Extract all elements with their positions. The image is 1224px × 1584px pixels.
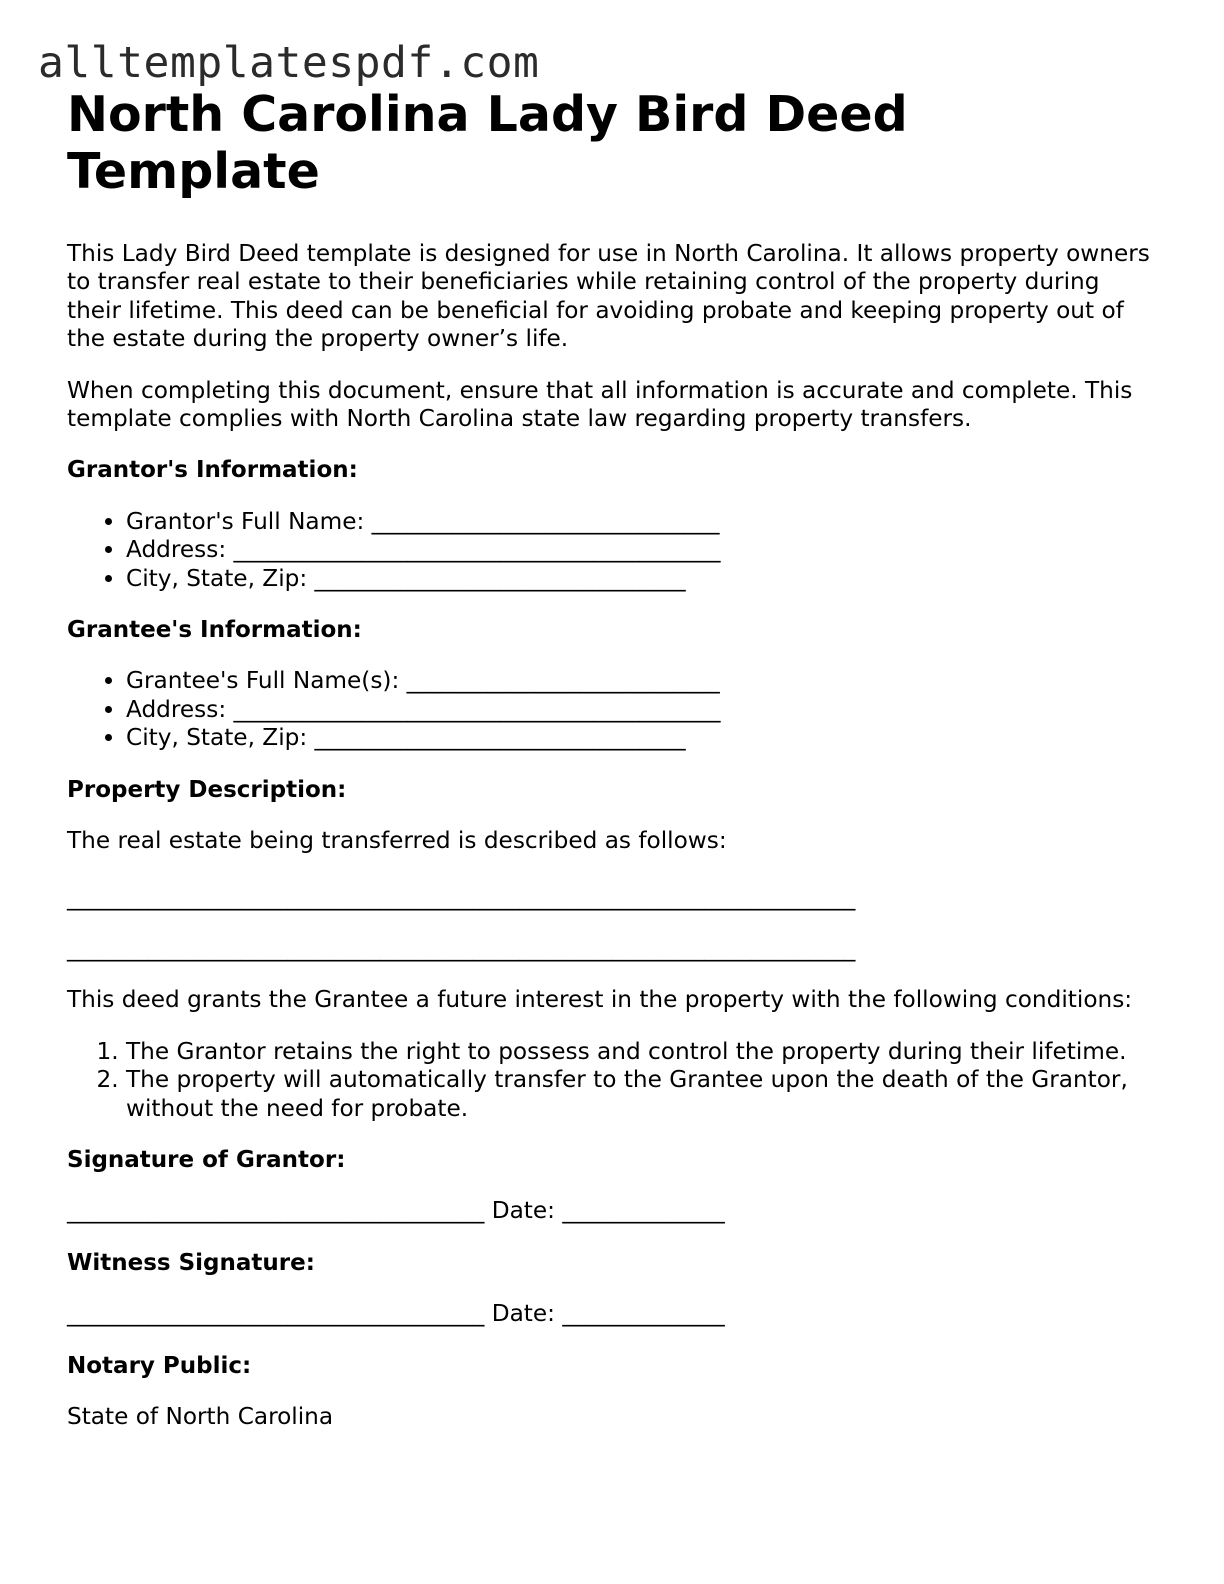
witness-signature-heading: Witness Signature: [67,1249,315,1276]
condition-item: 2. The property will automatically transfer to the Grantee upon the death of the Grantor, without the need for probate. [126,1066,1157,1123]
grantor-info-list [67,508,1157,593]
document-body [67,86,1157,1431]
grantor-signature-heading: Signature of Grantor: [67,1146,346,1173]
grantee-info-list [67,667,1157,752]
conditions-intro: This deed grants the Grantee a future interest in the property with the following conditions: [67,986,1133,1014]
condition-item: 1. The Grantor retains the right to possess and control the property during their lifetime. [126,1038,1157,1066]
grantor-address-field: • Address: __________________________________________ [126,536,1157,564]
grantee-city-state-zip-field: • City, State, Zip: ________________________________ [126,724,1157,752]
property-description-blank-1: ____________________________________________________________________ [67,883,856,911]
property-description-blank-2: ____________________________________________________________________ [67,934,856,962]
grantor-name-field: • Grantor's Full Name: ______________________________ [126,508,1157,536]
grantee-name-field: • Grantee's Full Name(s): ___________________________ [126,667,1157,695]
notary-state: State of North Carolina [67,1402,334,1430]
notary-heading: Notary Public: [67,1352,252,1379]
grantor-info-heading: Grantor's Information: [67,457,358,484]
grantor-city-state-zip-field: • City, State, Zip: ________________________________ [126,565,1157,593]
intro-paragraph-1: This Lady Bird Deed template is designed for use in North Carolina. It allows property owners to transfer real estate to their beneficiaries while retaining control of the property during their lifetime. This deed can be beneficial for avoiding probate and keeping property out of the estate during the property owner’s life. [67,240,1150,353]
property-description-intro: The real estate being transferred is described as follows: [67,827,727,855]
watermark: alltemplatespdf.com [38,38,540,88]
grantee-info-heading: Grantee's Information: [67,617,362,644]
conditions-list [67,1038,1157,1123]
property-description-heading: Property Description: [67,776,347,803]
grantee-address-field: • Address: __________________________________________ [126,696,1157,724]
intro-paragraph-2: When completing this document, ensure that all information is accurate and complete. This template complies with North Carolina state law regarding property transfers. [67,376,1133,433]
witness-signature-line: ____________________________________ Date: ______________ [67,1300,725,1328]
grantor-signature-line: ____________________________________ Date: ______________ [67,1197,725,1225]
document-title: North Carolina Lady Bird Deed Template [67,86,908,200]
